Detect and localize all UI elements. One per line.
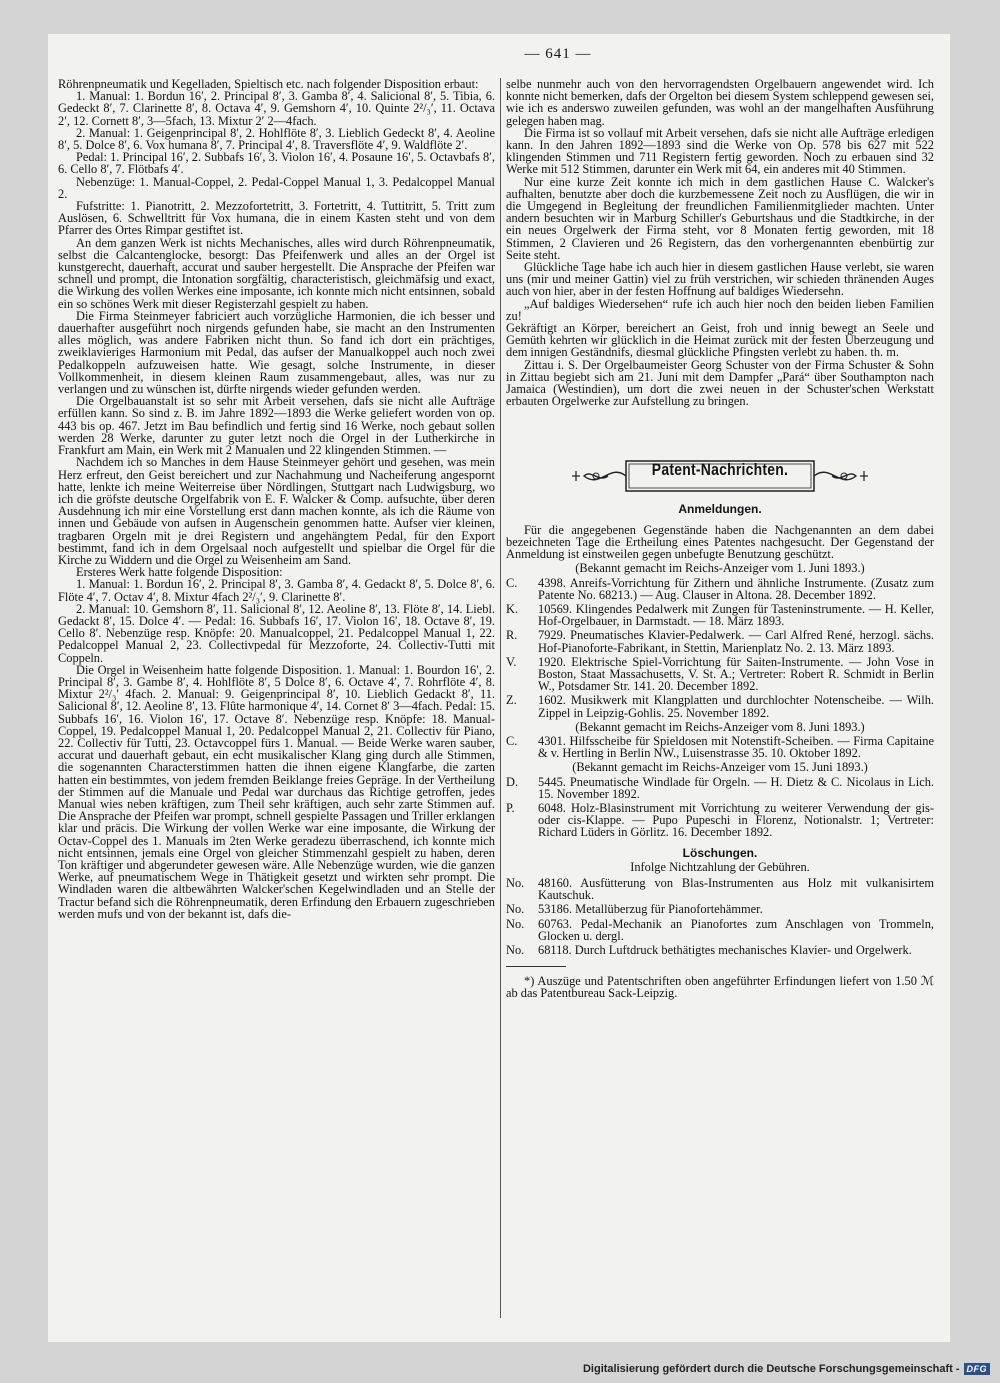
patent-entry-text: 4398. Anreifs-Vorrichtung für Zithern und ähnliche Instrumente. (Zusatz zum Patente No. 68213.) — Aug. Clauser in Altona. 28. December 1892. [538, 575, 934, 602]
deletion-entry-text: 60763. Pedal-Mechanik an Pianofortes zum Anschlagen von Trommeln, Glocken u. dergl. [538, 916, 934, 943]
deletion-entries [506, 877, 934, 956]
anmeldungen-heading: Anmeldungen. [678, 502, 762, 517]
patent-entry-class: Z. [506, 693, 517, 708]
left-column-paragraph: Nachdem ich so Manches in dem Hause Steinmeyer gehört und gesehen, was mein Herz erfreut, den Geist bereichert und zur Nachahmung und Nacheiferung angespornt hatte, lenkte ich meine Weiterreise über Nördlingen, Stuttgart nach Ludwigsburg, wo ich die gröfste deutsche Orgelfabrik von E. F. Walcker & Comp. aufsuchte, über deren Ausdehnung ich mir eine Vorstellung erst dann machen konnte, als ich die Räume von innen und Gebäude von aufsen in Augenschein genommen hatte. Aufser vier kleinen, tragbaren Orgeln mit je drei Registern und angehängtem Pedal, für den Export bestimmt, fand ich in dem Orgelsaal noch aufgestellt und spielbar die Orgel für die Kirche zu Widdern und die Orgel zu Weisenheim am Sand. [58, 455, 495, 567]
right-column-paragraph: Glückliche Tage habe ich auch hier in diesem gastlichen Hause verlebt, sie waren uns (mir und meiner Gattin) viel zu früh verstrichen, wir schieden thränenden Auges auch von hier, aber in der festen Hoffnung auf baldiges Wiedersehn. [506, 260, 934, 299]
patent-entry [506, 603, 934, 627]
patent-entry [506, 577, 934, 601]
bekannt-notice-1: (Bekannt gemacht im Reichs-Anzeiger vom 1. Juni 1893.) [575, 561, 865, 576]
page-sheet [48, 34, 950, 1342]
patent-entry-text: 1602. Musikwerk mit Klangplatten und durchlochter Notenscheibe. — Wilh. Zippel in Leipzig-Gohlis. 25. November 1892. [538, 693, 934, 720]
left-column-paragraph: Pedal: 1. Principal 16′, 2. Subbafs 16′, 3. Violon 16′, 4. Posaune 16′, 5. Octavbafs 8′, 6. Cello 8′, 7. Flötbafs 4′. [58, 150, 495, 177]
deletion-entry-class: No. [506, 916, 525, 931]
deletion-entry [506, 918, 934, 942]
left-column-paragraph: Die Firma Steinmeyer fabriciert auch vorzügliche Harmonien, die ich besser und dauerhafter ausgeführt noch nirgends gefunden habe, sie macht an den Instrumenten alles möglich, was andere Fabriken nicht thun. So fand ich dort ein prächtiges, zweiklavieriges Harmonium mit Pedal, das aufser der Manualkoppel auch noch zwei Pedalkoppeln aufzuweisen hatte. Wie gesagt, solche Instrumente, in dieser Vollkommenheit, in diesem kleinen Raum zusammengebaut, alles, was nur zu verlangen und zu wünschen ist, dürfte nirgends wieder gefunden werden. [58, 308, 495, 397]
patent-entry-class: C. [506, 575, 518, 590]
deletion-entry [506, 944, 934, 956]
left-column-paragraph: 2. Manual: 1. Geigenprincipal 8′, 2. Hohlflöte 8′, 3. Lieblich Gedeckt 8′, 4. Aeoline 8′, 5. Dolce 8′, 6. Vox humana 8′, 7. Principal 4′, 8. Traversflöte 4′, 9. Waldflöte 2′. [58, 125, 495, 153]
bekannt-notice-2: (Bekannt gemacht im Reichs-Anzeiger vom 8. Juni 1893.) [575, 719, 865, 734]
column-divider [500, 78, 501, 1318]
deletion-entry-class: No. [506, 902, 525, 917]
anmeldungen-intro: Für die angegebenen Gegenstände haben die Nachgenannten an dem dabei bezeichneten Tage die Ertheilung eines Patentes nachgesucht. Der Gegenstand der Anmeldung ist einstweilen gegen unbefugte Benutzung geschützt. [506, 522, 934, 562]
patent-entry-text: 6048. Holz-Blasinstrument mit Vorrichtung zu weiterer Verwendung der gis- oder cis-Klappe. — Pupo Pupeschi in Florenz, Notionalstr. 1; Vertreter: Richard Lüders in Görlitz. 16. December 1892. [538, 800, 934, 840]
left-column-paragraph: 1. Manual: 1. Bordun 16′, 2. Principal 8′, 3. Gamba 8′, 4. Salicional 8′, 5. Tibia, 6. Gedeckt 8′, 7. Clarinette 8′, 8. Octava 4′, 9. Gemshorn 4′, 10. Quinte 2²/₃′, 11. Octava 2′, 12. Cornett 8′, 3—5fach, 13. Mixtur 2′ 2—4fach. [58, 89, 495, 128]
patent-entries-2 [506, 735, 934, 759]
right-column-paragraph: Nur eine kurze Zeit konnte ich mich in dem gastlichen Hause C. Walcker's aufhalten, benutzte aber doch die kurzbemessene Zeit noch zu Ausflügen, die wir in die Umgegend in Begleitung der freundlichen Familienmitglieder machten. Unter andern besuchten wir in Marburg Schiller's Geburtshaus und die Stadtkirche, in der ein neues Orgelwerk der Firma steht, vor 8 Monaten fertig geworden, mit 18 Stimmen, 2 Clavieren und 26 Registern, das den vorhergenannten ebenbürtig zur Seite steht. [506, 174, 934, 262]
left-column [58, 78, 495, 920]
patent-entry [506, 776, 934, 800]
patent-entry [506, 802, 934, 839]
patent-entry [506, 656, 934, 693]
loeschungen-subheading: Infolge Nichtzahlung der Gebühren. [630, 859, 810, 874]
right-column-articles [506, 78, 934, 407]
right-column-paragraph: Die Firma ist so vollauf mit Arbeit versehen, dafs sie nicht alle Aufträge erledigen kann. In den Jahren 1892—1893 sind die Werke von Op. 578 bis 627 mit 522 klingenden Stimmen und 711 Registern fertig geworden. Noch zu erbauen sind 32 Werke mit 512 Stimmen, darunter ein Werk mit 64, ein anderes mit 40 Stimmen. [506, 125, 934, 177]
left-column-paragraph: Röhrenpneumatik und Kegelladen, Spieltisch etc. nach folgender Disposition erbaut: [58, 77, 479, 91]
page-number: — 641 — [524, 46, 592, 62]
left-column-paragraph: Nebenzüge: 1. Manual-Coppel, 2. Pedal-Coppel Manual 1, 3. Pedalcoppel Manual 2. [58, 174, 495, 201]
bekannt-notice-3: (Bekannt gemacht im Reichs-Anzeiger vom 15. Juni 1893.) [572, 760, 868, 775]
deletion-entry-class: No. [506, 875, 525, 890]
patent-banner-title: Patent-Nachrichten. [651, 460, 789, 480]
footnote-rule [506, 966, 566, 967]
right-column-paragraph: selbe nunmehr auch von den hervorragendsten Orgelbauern angewendet wird. Ich konnte nicht bemerken, dafs der Orgelton bei diesem System schleppend gewesen sei, wie ich es anderswo zuweilen gefunden, was wohl an der mangelhaften Ausführung gelegen haben mag. [506, 77, 934, 128]
deletion-entry-text: 48160. Ausfütterung von Blas-Instrumenten aus Holz mit vulkanisirtem Kautschuk. [538, 875, 934, 903]
right-column-paragraph: Zittau i. S. Der Orgelbaumeister Georg Schuster von der Firma Schuster & Sohn in Zittau begiebt sich am 21. Juni mit dem Dampfer „Pará“ über Southampton nach Jamaica (Westindien), um dort die zwei neuen in der Schuster'schen Werkstatt erbauten Orgelwerke zur Aufstellung zu bringen. [506, 357, 934, 409]
left-column-paragraph: Fufstritte: 1. Pianotritt, 2. Mezzofortetritt, 3. Fortetritt, 4. Tuttitritt, 5. Tritt zum Auslösen, 6. Schwelltritt für Vox humana, die in einem Kasten steht und von dem Pfarrer des Ortes Rimpar gestiftet ist. [58, 199, 495, 238]
right-column-paragraph: „Auf baldiges Wiedersehen“ rufe ich auch hier noch den beiden lieben Familien zu! [506, 296, 934, 323]
right-column [506, 78, 934, 1000]
patent-entry [506, 735, 934, 759]
patent-entry-text: 7929. Pneumatisches Klavier-Pedalwerk. — Carl Alfred René, herzogl. sächs. Hof-Pianoforte-Fabrikant, in Stettin, Marienplatz No. 2. 13. März 1893. [538, 628, 934, 655]
patent-entry-class: V. [506, 654, 517, 669]
deletion-entry-text: 68118. Durch Luftdruck bethätigtes mechanisches Klavier- und Orgelwerk. [538, 942, 912, 957]
patent-entry [506, 629, 934, 653]
patent-entry-text: 1920. Elektrische Spiel-Vorrichtung für Saiten-Instrumente. — John Vose in Boston, Staat Massachusetts, V. St. A.; Vertreter: Robert R. Schmidt in Berlin W., Potsdamer Str. 141. 20. December 1892. [538, 654, 934, 694]
left-column-paragraph: Ersteres Werk hatte folgende Disposition: [76, 565, 283, 580]
patent-entries-1 [506, 577, 934, 719]
patent-entries-3 [506, 776, 934, 839]
patent-entry-class: D. [506, 774, 519, 789]
left-column-paragraph: Die Orgelbauanstalt ist so sehr mit Arbeit versehen, dafs sie nicht alle Aufträge erfüllen kann. So sind z. B. im Jahre 1892—1893 die Werke geliefert worden von op. 443 bis op. 467. Jetzt im Bau befindlich und fertig sind 16 Werke, noch gebaut sollen werden 28 Werke, darunter zu guter letzt noch die Orgel in der Lutherkirche in Frankfurt am Main, ein Werk mit 2 Manualen und 22 klingenden Stimmen. — [58, 394, 495, 458]
deletion-entry [506, 903, 934, 915]
footer-text: Digitalisierung gefördert durch die Deutsche Forschungsgemeinschaft - [582, 1363, 960, 1375]
patent-entry-class: C. [506, 733, 518, 748]
patent-entry-class: P. [506, 800, 515, 815]
patent-entry-text: 4301. Hilfsscheibe für Spieldosen mit Notenstift-Scheiben. — Firma Capitaine & v. Hertling in Berlin NW., Luisenstrasse 35. 10. Oktober 1892. [538, 733, 934, 761]
patent-banner [570, 459, 870, 493]
deletion-entry-class: No. [506, 942, 525, 957]
left-column-paragraph: An dem ganzen Werk ist nichts Mechanisches, alles wird durch Röhrenpneumatik, selbst die Calcantenglocke, besorgt: Das Pfeifenwerk und alles an der Orgel ist kunstgerecht, dauerhaft, accurat und sauber hergestellt. Die Ansprache der Pfeifen war schnell und prompt, die Intonation sorgfältig, characteristisch, gleichmäfsig und exact, die Wirkung des vollen Werkes eine imposante, ich konnte mich nicht entsinnen, sobald ein so schönes Werk mit dieser Registerzahl gespielt zu haben. [58, 235, 495, 311]
left-column-paragraph: 1. Manual: 1. Bordun 16′, 2. Principal 8′, 3. Gamba 8′, 4. Gedackt 8′, 5. Dolce 8′, 6. Flöte 4′, 7. Octav 4′, 8. Mixtur 4fach 2²/₃′, 9. Clarinette 8′. [58, 577, 495, 604]
deletion-entry [506, 877, 934, 901]
deletion-entry-text: 53186. Metallüberzug für Pianofortehämmer. [538, 902, 763, 917]
patent-entry-class: K. [506, 601, 519, 616]
patent-entry-text: 5445. Pneumatische Windlade für Orgeln. — H. Dietz & C. Nicolaus in Lich. 15. November 1892. [538, 774, 934, 801]
left-column-paragraph: 2. Manual: 10. Gemshorn 8′, 11. Salicional 8′, 12. Aeoline 8′, 13. Flöte 8′, 14. Liebl. Gedackt 8′, 15. Dolce 4′. — Pedal: 16. Subbafs 16′, 17. Violon 16′, 18. Octave 8′, 19. Cello 8′. Nebenzüge resp. Knöpfe: 20. Manualcoppel, 21. Pedalcoppel Manual 1, 22. Pedalcoppel Manual 2, 23. Collectivpedal für Mezzoforte, 24. Collectiv-Tutti mit Coppeln. [58, 601, 495, 665]
left-column-paragraph: Die Orgel in Weisenheim hatte folgende Disposition. 1. Manual: 1. Bourdon 16′, 2. Principal 8′, 3. Gambe 8′, 4. Hohlflöte 8′, 5 Dolce 8′, 6. Octave 4′, 7. Rohrflöte 4′, 8. Mixtur 2²/₃′ 4fach. 2. Manual: 9. Geigenprincipal 8′, 10. Lieblich Gedackt 8′, 11. Salicional 8′, 12. Aeoline 8′, 13. Flûte harmonique 4′, 14. Cornet 8′ 3—4fach. Pedal: 15. Subbafs 16′, 16. Violon 16′, 17. Octave 8′. Nebenzüge resp. Knöpfe: 18. Manual-Coppel, 19. Pedalcoppel Manual 1, 20. Pedalcoppel Manual 2, 21. Collectiv für Piano, 22. Collectiv für Tutti, 23. Octavcoppel fürs 1. Manual. — Beide Werke waren sauber, accurat und dauerhaft gebaut, ein echt musikalischer Klang ging durch alle Stimmen, die sogenannten Characterstimmen hatten die ihnen eigene Klangfarbe, die zarten hatten ein bestimmtes, von jedem fremden Beiklange freies Gepräge. In der Vertheilung der Stimmen auf die Manuale und Pedal war durchaus das Richtige getroffen, jedes Manual wies neben kräftigen, zum Theil sehr kräftigen, auch sehr zarte Stimmen auf. Die Ansprache der Pfeifen war prompt, schnell gespielte Passagen und Triller erklangen klar und präcis. Die Wirkung der vollen Werke war eine imposante, die Wirkung der Octav-Coppel des 1. Manuals im 2ten Werke geradezu überraschend, ich konnte mich nicht entsinnen, jemals eine Orgel von gleicher Stimmenzahl gespielt zu haben, deren Ton kräftiger und abgerundeter gewesen wäre. Alle Nebenzüge wurden, wie die ganzen Werke, auf pneumatischem Wege in Thätigkeit gesetzt und wirkten sehr prompt. Die Windladen waren die altbewährten Walcker'schen Kegelwindladen und an Stelle der Tractur befand sich die Röhrenpneumatik, deren Erfindung den Erbauern zugeschrieben werden mufs und von der bekannt ist, dafs die- [58, 662, 495, 921]
footer-credit [583, 1363, 990, 1375]
loeschungen-heading: Löschungen. [682, 845, 758, 860]
patent-entry [506, 694, 934, 718]
right-column-paragraph: Gekräftigt an Körper, bereichert an Geist, froh und innig bewegt an Seele und Gemüth kehrten wir glücklich in die Heimat zurück mit der festen Überzeugung und dem innigen Geständnifs, diesmal glückliche Pfingsten verlebt zu haben. th. m. [506, 321, 934, 360]
patent-entry-text: 10569. Klingendes Pedalwerk mit Zungen für Tasteninstrumente. — H. Keller, Hof-Orgelbauer, in Darmstadt. — 18. März 1893. [538, 601, 934, 629]
dfg-logo-icon: DFG [964, 1363, 991, 1375]
footnote: *) Auszüge und Patentschriften oben angeführter Erfindungen liefert von 1.50 ℳ ab das Patentbureau Sack-Leipzig. [506, 974, 934, 1001]
patent-entry-class: R. [506, 628, 518, 643]
